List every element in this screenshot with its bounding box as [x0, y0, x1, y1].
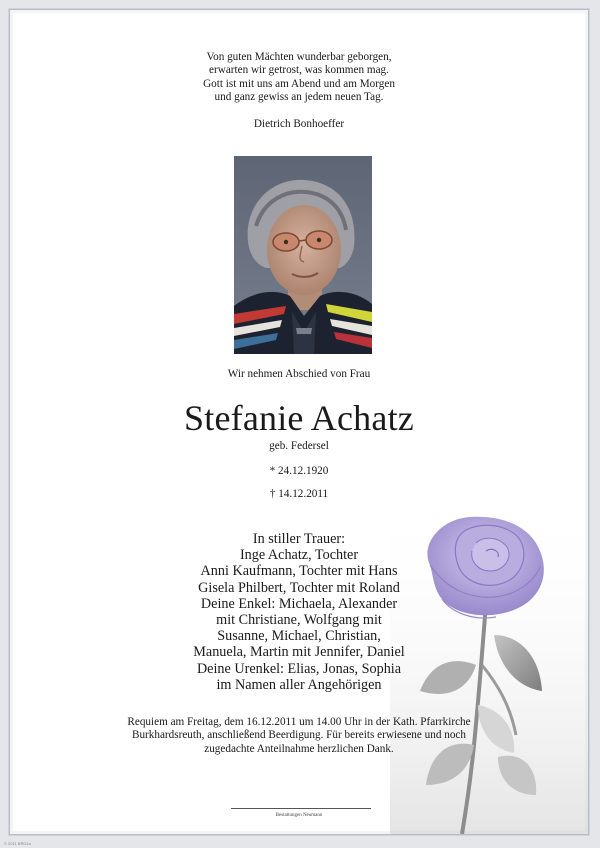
poem	[10, 51, 588, 105]
mourners-list	[10, 531, 588, 693]
mourners-line: Gisela Philbert, Tochter mit Roland	[198, 579, 400, 596]
mourners-line: Deine Enkel: Michaela, Alexander	[200, 595, 398, 612]
mourners-line: Manuela, Martin mit Jennifer, Daniel	[193, 644, 405, 661]
requiem-line: Burkhardsreuth, anschließend Beerdigung. Für bereits erwiesene und noch	[132, 729, 466, 742]
mourners-line: In stiller Trauer:	[252, 531, 346, 547]
requiem-line: Requiem am Freitag, dem 16.12.2011 um 14.00 Uhr in der Kath. Pfarrkirche	[127, 716, 471, 728]
mourners-line: Inge Achatz, Tochter	[239, 547, 359, 564]
footer-divider	[231, 808, 371, 809]
corner-mark: © 2011 BRD1a	[4, 841, 31, 846]
mourners-line: Deine Urenkel: Elias, Jonas, Sophia	[196, 660, 402, 677]
poem-line: und ganz gewiss an jedem neuen Tag.	[214, 91, 384, 104]
death-date: † 14.12.2011	[269, 488, 329, 500]
deceased-name: Stefanie Achatz	[184, 398, 414, 438]
poem-line: Gott ist mit uns am Abend und am Morgen	[203, 77, 395, 90]
farewell-text: Wir nehmen Abschied von Frau	[227, 368, 371, 380]
poem-line: erwarten wir getrost, was kommen mag.	[209, 64, 389, 77]
undertaker-credit: Bestattungen Neumann	[275, 813, 323, 818]
requiem-notice	[10, 716, 588, 756]
obituary-card	[9, 9, 589, 835]
requiem-line: zugedachte Anteilnahme herzlichen Dank.	[204, 742, 394, 755]
poem-author: Dietrich Bonhoeffer	[253, 118, 345, 130]
poem-line: Von guten Mächten wunderbar geborgen,	[206, 51, 392, 63]
mourners-line: mit Christiane, Wolfgang mit	[216, 612, 382, 629]
mourners-line: im Namen aller Angehörigen	[216, 676, 382, 693]
mourners-line: Susanne, Michael, Christian,	[217, 628, 381, 645]
birth-date: * 24.12.1920	[269, 465, 329, 477]
mourners-line: Anni Kaufmann, Tochter mit Hans	[200, 563, 398, 580]
portrait-photo	[234, 156, 372, 354]
maiden-name: geb. Federsel	[269, 440, 329, 452]
